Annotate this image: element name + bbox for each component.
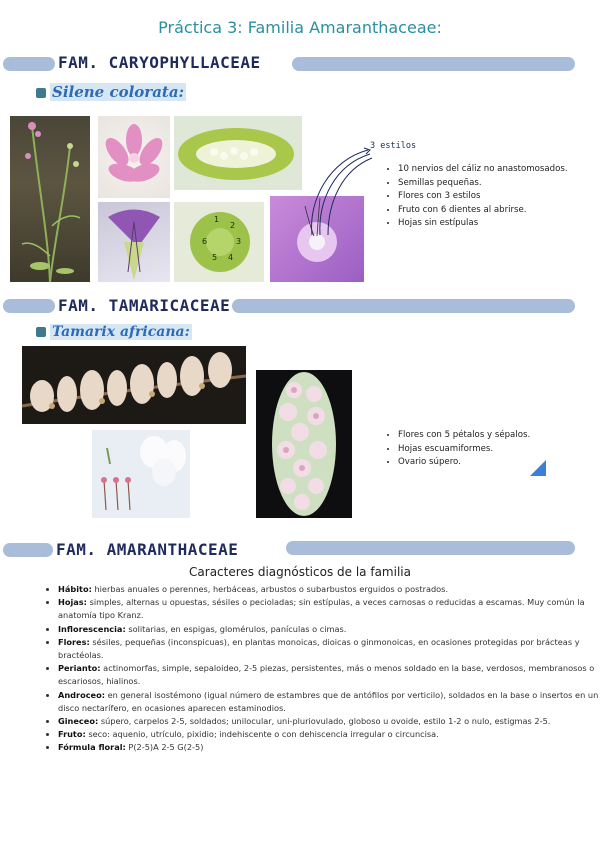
species-heading-tamarix [36,324,192,340]
list-item [58,662,600,688]
definition: solitarias, en espigas, glomérulos, panículas o cimas. [125,623,347,634]
list-item: • Ovario súpero. [398,456,600,470]
definition: actinomorfas, simple, sepaloideo, 2-5 piezas, persistentes, más o menos soldado en la base, verdosos, membranosos o escariosos, hialinos. [58,663,595,687]
diagnostic-title: Caracteres diagnósticos de la familia [189,565,411,579]
list-item [58,728,600,741]
definition: seco: aquenio, utrículo, pixidio; indehiscente o con dehiscencia irregular o circuncisa. [85,729,439,740]
photo-tamarix-flower-parts [92,430,190,518]
family-title-caryophyllaceae: FAM. CARYOPHYLLACEAE [58,53,261,72]
term: Hábito: [58,584,92,594]
family-title-tamaricaceae: FAM. TAMARICACEAE [58,296,231,315]
photo-tamarix-branch [22,346,246,424]
section-bar-right [232,299,575,313]
diagnostic-list [32,583,600,755]
annotation-3-estilos: 3 estilos [370,141,417,151]
capsule-number-3: 3 [236,237,242,246]
definition: en general isostémono (igual número de estambres que de antófilos por verticilo), soldados en la base o insertos en un disco nectarífero, en ocasiones aparecen estaminodios. [58,689,599,713]
definition: súpero, carpelos 2-5, soldados; unilocular, uni-pluriovulado, globoso u ovoide, estilo 1-2 o nulo, estigmas 2-5. [98,716,551,727]
species-name: Tamarix africana: [52,324,190,340]
definition: simples, alternas u opuestas, sésiles o pecioladas; sin estípulas, a veces carnosas o reducidas a escamas. Muy común la anatomía tipo Kranz. [58,597,585,621]
corner-triangle-icon [530,460,546,476]
definition: sésiles, pequeñas (inconspicuas), en plantas monoicas, dioicas o ginmonoicas, en ocasiones protegidas por brácteas y bractéolas. [58,636,580,661]
list-item [58,741,600,754]
capsule-number-4: 4 [228,253,234,262]
list-item [58,596,600,622]
term: Hojas: [58,597,87,608]
species-name: Silene colorata: [52,83,185,101]
list-item [58,689,600,715]
list-item [58,636,600,662]
capsule-number-1: 1 [214,215,220,224]
term: Fórmula floral: [58,742,126,753]
section-bar-right [286,541,575,555]
photo-silene-whole-plant [10,116,90,282]
photo-silene-seed-capsule [174,116,302,190]
list-item [58,715,600,728]
term: Androceo: [58,689,105,700]
bullet-square-icon [36,327,46,337]
list-item: • Hojas sin estípulas [398,217,600,231]
photo-silene-capsule-top [174,202,264,282]
list-item: • 10 nervios del cáliz no anastomosados. [398,163,600,177]
section-bar-left [3,543,53,557]
styles-arrows [290,140,380,240]
term: Flores: [58,636,90,647]
capsule-number-6: 6 [202,237,208,246]
silene-features-list [372,163,600,231]
capsule-number-5: 5 [212,253,218,262]
list-item: • Flores con 3 estilos [398,190,600,204]
list-item [58,583,600,596]
list-item: • Semillas pequeñas. [398,177,600,191]
term: Inflorescencia: [58,623,126,634]
capsule-number-2: 2 [230,221,236,230]
definition: hierbas anuales o perennes, herbáceas, arbustos o subarbustos erguidos o postrados. [91,584,449,594]
photo-tamarix-inflorescence [256,370,352,518]
species-heading-silene [36,83,186,101]
term: Gineceo: [58,716,99,727]
list-item [58,623,600,636]
family-title-amaranthaceae: FAM. AMARANTHACEAE [56,540,239,559]
list-item: • Flores con 5 pétalos y sépalos. [398,429,600,443]
definition: P(2-5)A 2-5 G(2-5) [125,742,204,753]
photo-silene-flower-section [98,202,170,282]
section-bar-left [3,299,55,313]
list-item: • Fruto con 6 dientes al abrirse. [398,204,600,218]
section-bar-left [3,57,55,71]
list-item: • Hojas escuamiformes. [398,443,600,457]
page-title: Práctica 3: Familia Amaranthaceae: [158,18,442,37]
bullet-square-icon [36,88,46,98]
tamarix-features-list [372,429,600,470]
photo-silene-flower-pink [98,116,170,198]
term: Fruto: [58,729,86,740]
section-bar-right [292,57,575,71]
term: Perianto: [58,663,101,674]
